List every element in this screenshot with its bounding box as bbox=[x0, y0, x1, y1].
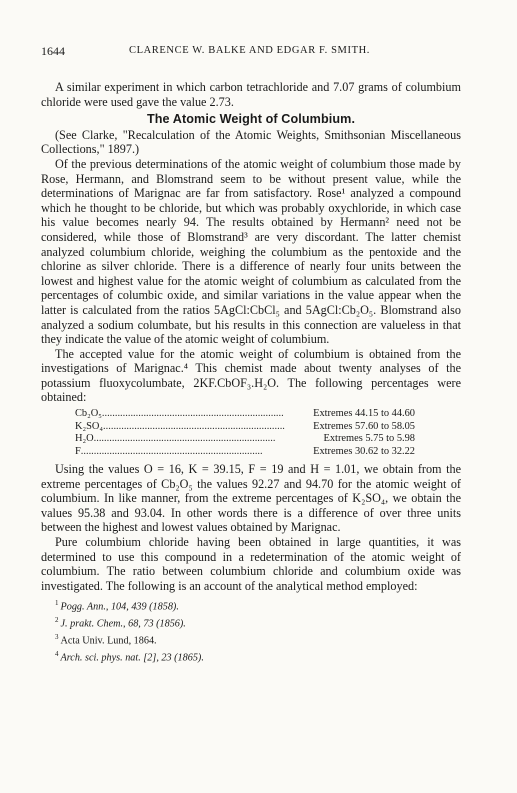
table-row bbox=[75, 421, 415, 434]
range-cell: Extremes 5.75 to 5.98 bbox=[323, 433, 415, 445]
section-heading: The Atomic Weight of Columbium. bbox=[146, 112, 356, 127]
compound-cell: Cb₂O₅ bbox=[75, 408, 102, 420]
body-text bbox=[41, 80, 461, 665]
table-row bbox=[75, 408, 415, 421]
footnote-text: Acta Univ. Lund, 1864. bbox=[60, 635, 157, 647]
paragraph: A similar experiment in which carbon tetrachloride and 7.07 grams of columbium chloride were used gave the value 2.73. bbox=[41, 80, 461, 109]
footnote-text: Pogg. Ann., 104, 439 (1858). bbox=[60, 601, 179, 613]
leader-dots: ...................................................................... bbox=[101, 408, 284, 420]
page-header bbox=[41, 44, 461, 60]
footnote bbox=[55, 614, 461, 631]
paragraph: (See Clarke, "Recalculation of the Atomic Weights, Smithsonian Miscellaneous Collections," 1897.) bbox=[41, 127, 461, 157]
percentages-table bbox=[75, 408, 461, 458]
compound-cell: F bbox=[75, 445, 81, 457]
leader-dots: ...................................................................... bbox=[93, 433, 276, 445]
footnote-text: Arch. sci. phys. nat. [2], 23 (1865). bbox=[60, 652, 204, 664]
paragraph: Pure columbium chloride having been obtained in large quantities, it was determined to use this compound in a redetermination of the atomic weight of columbium. The ratio between columbium chloride and columbium oxide was investigated. The following is an account of the analytical method employed: bbox=[41, 535, 461, 593]
range-cell: Extremes 44.15 to 44.60 bbox=[313, 408, 415, 420]
footnote-mark: 3 bbox=[55, 633, 59, 641]
range-cell: Extremes 57.60 to 58.05 bbox=[313, 420, 415, 432]
paragraph: Using the values O = 16, K = 39.15, F = 19 and H = 1.01, we obtain from the extreme percentages of Cb₂O₅ the values 92.27 and 94.70 for the atomic weight of columbium. In like manner, from the extreme percentages of K₂SO₄, we obtain the values 95.38 and 93.04. In other words there is a difference of over three units between the highest and lowest values obtained by Marignac. bbox=[41, 462, 461, 535]
paragraph: Of the previous determinations of the atomic weight of columbium those made by Rose, Hermann, and Blomstrand seem to be without present value, while the determinations of Marignac are far from satisfactory. Rose¹ analyzed a compound which he thought to be chloride, but which was probably oxychloride, in which case his value becomes nearly 94. The results obtained by Hermann² need not be considered, while those of Blomstrand³ are very discordant. The latter chemist analyzed columbium chloride, weighing the columbium as the pentoxide and the chlorine as silver chloride. There is a difference of nearly four units between the lowest and highest value for the atomic weight of columbium as calculated from the percentages of columbic oxide, and similar variations in the value appear when the latter is calculated from the ratios 5AgCl:CbCl₅ and 5AgCl:Cb₂O₅. Blomstrand also analyzed a sodium columbate, but his results in this connection are valueless in that they indicate the value of the atomic weight of columbium. bbox=[41, 156, 461, 347]
footnote-mark: 2 bbox=[55, 616, 59, 625]
footnote-mark: 1 bbox=[55, 599, 59, 608]
paragraph: The accepted value for the atomic weight of columbium is obtained from the investigations of Marignac.⁴ This chemist made about twenty analyses of the potassium fluoxycolumbate, 2KF.CbOF₃.H₂O. The following percentages were obtained: bbox=[41, 346, 461, 405]
leader-dots: ...................................................................... bbox=[80, 445, 263, 457]
page-number: 1644 bbox=[41, 44, 65, 58]
table-row bbox=[75, 433, 415, 446]
leader-dots: ...................................................................... bbox=[103, 420, 285, 432]
compound-cell: H₂O bbox=[75, 433, 94, 445]
footnote-text: J. prakt. Chem., 68, 73 (1856). bbox=[60, 618, 186, 630]
footnote bbox=[55, 631, 461, 648]
footnote bbox=[55, 597, 461, 614]
running-title: CLARENCE W. BALKE AND EDGAR F. SMITH. bbox=[129, 45, 370, 56]
footnote bbox=[55, 648, 461, 665]
footnotes bbox=[41, 597, 461, 664]
range-cell: Extremes 30.62 to 32.22 bbox=[313, 445, 415, 457]
footnote-mark: 4 bbox=[55, 649, 59, 658]
table-row bbox=[75, 446, 415, 459]
compound-cell: K₂SO₄ bbox=[75, 420, 104, 432]
